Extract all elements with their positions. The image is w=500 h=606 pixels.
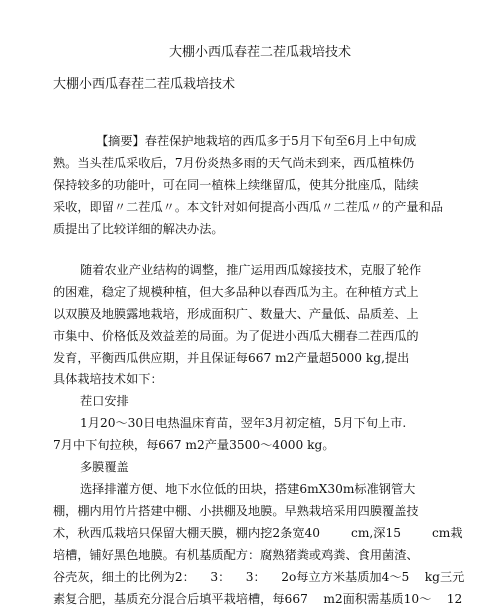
section-line: 培槽，铺好黑色地膜。有机基质配方：腐熟猪粪或鸡粪、食用菌渣、 bbox=[53, 548, 419, 562]
document-subtitle: 大棚小西瓜春茬二茬瓜栽培技术 bbox=[53, 77, 236, 92]
abstract-line: 保持较多的功能叶，可在同一植株上续继留瓜，使其分批座瓜，陆续 bbox=[53, 178, 419, 192]
page-title: 大棚小西瓜春茬二茬瓜栽培技术 bbox=[169, 45, 352, 60]
section-heading: 茬口安排 bbox=[80, 394, 129, 408]
intro-line: 具体栽培技术如下： bbox=[53, 372, 163, 386]
section-line: 棚，棚内用竹片搭建中棚、小拱棚及地膜。早熟栽培采用四膜覆盖技 bbox=[53, 504, 419, 518]
intro-line: 的困难，稳定了规模种植，但大多品种以春西瓜为主。在种植方式上 bbox=[53, 285, 419, 299]
section-line: 谷壳灰，细土的比例为2： 3： 3： 2o每立方米基质加4～5 kg三元 bbox=[53, 570, 465, 584]
section-line: 1月20～30日电热温床育苗，翌年3月初定植，5月下旬上市. bbox=[80, 416, 407, 430]
intro-line: 以双膜及地膜露地栽培，形成面积广、数量大、产量低、品质差、上 bbox=[53, 307, 419, 321]
section-line: 选择排灌方便、地下水位低的田块，搭建6mX30m标准钢管大 bbox=[80, 482, 416, 496]
abstract-line: 采收，即留〃二茬瓜〃。本文针对如何提高小西瓜〃二茬瓜〃的产量和品 bbox=[53, 200, 443, 214]
intro-line: 发育，平衡西瓜供应期，并且保证每667 m2产量超5000 kg,提出 bbox=[53, 351, 410, 365]
section-line: 术，秋西瓜栽培只保留大棚天膜，棚内挖2条宽40 cm,深15 cm栽 bbox=[53, 526, 463, 540]
abstract-line: 质提出了比较详细的解决办法。 bbox=[53, 222, 224, 236]
section-line: 7月中下旬拉秧，每667 m2产量3500～4000 kg。 bbox=[53, 438, 335, 452]
abstract-line: 【摘要】春茬保护地栽培的西瓜多于5月下旬至6月上中旬成 bbox=[96, 134, 417, 148]
section-line: 素复合肥，基质充分混合后填平栽培槽，每667 m2面积需基质10～ 12 bbox=[53, 592, 463, 606]
intro-line: 随着农业产业结构的调整，推广运用西瓜嫁接技术，克服了轮作 bbox=[80, 263, 422, 277]
intro-line: 市集中、价格低及效益差的局面。为了促进小西瓜大棚春二茬西瓜的 bbox=[53, 329, 419, 343]
section-heading: 多膜覆盖 bbox=[80, 460, 129, 474]
abstract-line: 熟。当头茬瓜采收后，7月份炎热多雨的天气尚未到来，西瓜植株仍 bbox=[53, 156, 415, 170]
